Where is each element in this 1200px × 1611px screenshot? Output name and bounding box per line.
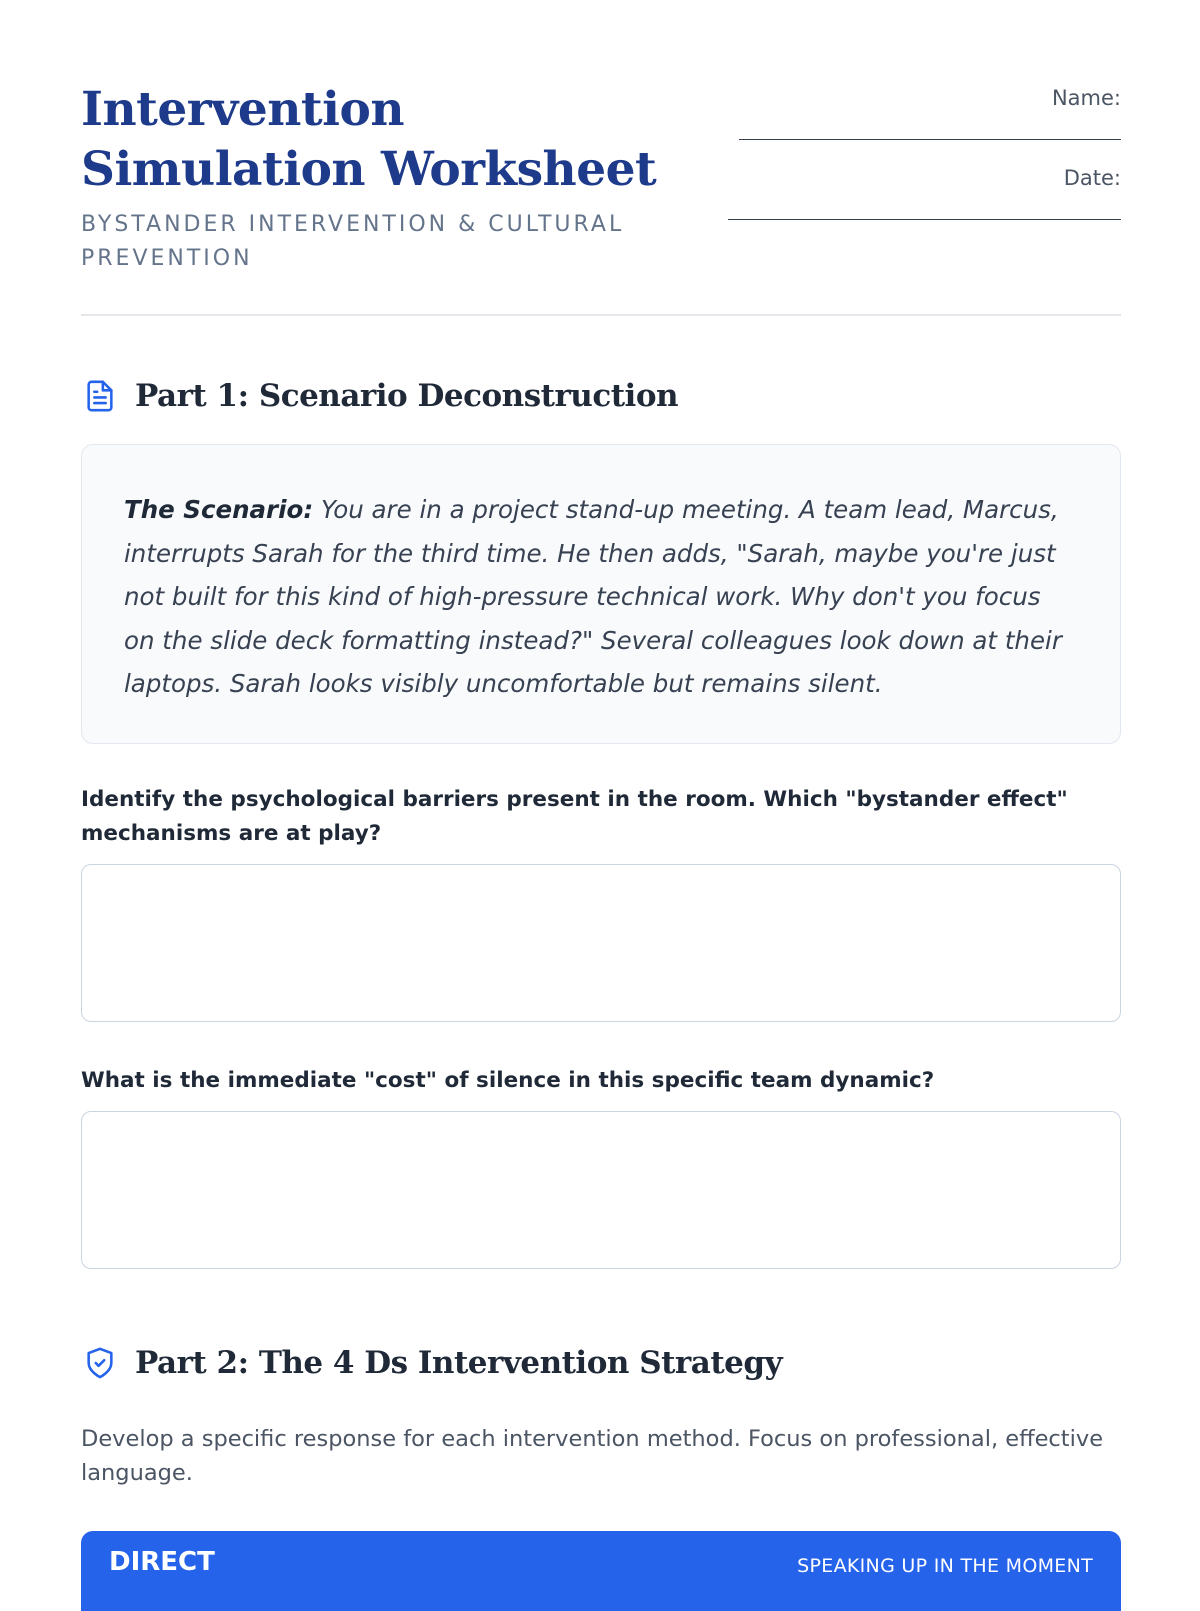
question-1: Identify the psychological barriers present in the room. Which "bystander effect" mechanisms are at play?	[81, 787, 1068, 846]
scenario-label: The Scenario:	[124, 495, 314, 524]
document-icon	[81, 377, 119, 415]
answer-box-2[interactable]	[81, 1111, 1121, 1269]
scenario-text: You are in a project stand-up meeting. A team lead, Marcus, interrupts Sarah for the third time. He then adds, "Sarah, maybe you're just not built for this kind of high-pressure technical work. Why don't you focus on the slide deck formatting instead?" Several colleagues look down at their laptops. Sarah looks visibly uncomfortable but remains silent.	[124, 495, 1062, 698]
part2-intro: Develop a specific response for each intervention method. Focus on professional, effective language.	[81, 1426, 1104, 1486]
part2-heading	[81, 1341, 1121, 1385]
page-subtitle: BYSTANDER INTERVENTION & CULTURAL PREVENTION	[81, 212, 625, 271]
scenario-box	[81, 444, 1121, 744]
strategy-name: DIRECT	[109, 1547, 215, 1577]
shield-check-icon	[81, 1344, 119, 1382]
name-field-row	[701, 80, 1121, 160]
part2-title: Part 2: The 4 Ds Intervention Strategy	[135, 1345, 783, 1381]
name-line[interactable]	[739, 119, 1121, 140]
header-divider	[81, 314, 1121, 316]
name-date-fields	[701, 80, 1121, 240]
question-2: What is the immediate "cost" of silence in this specific team dynamic?	[81, 1068, 935, 1093]
date-field-row	[701, 160, 1121, 240]
date-label: Date:	[1063, 166, 1121, 190]
part1-title: Part 1: Scenario Deconstruction	[135, 378, 679, 414]
date-line[interactable]	[728, 199, 1121, 220]
strategy-description: SPEAKING UP IN THE MOMENT	[797, 1555, 1093, 1577]
part1-heading	[81, 374, 1121, 418]
page-title: Intervention Simulation Worksheet	[81, 82, 657, 197]
answer-box-1[interactable]	[81, 864, 1121, 1022]
name-label: Name:	[1051, 86, 1121, 110]
strategy-direct-header	[81, 1531, 1121, 1611]
worksheet-header	[81, 80, 1121, 270]
